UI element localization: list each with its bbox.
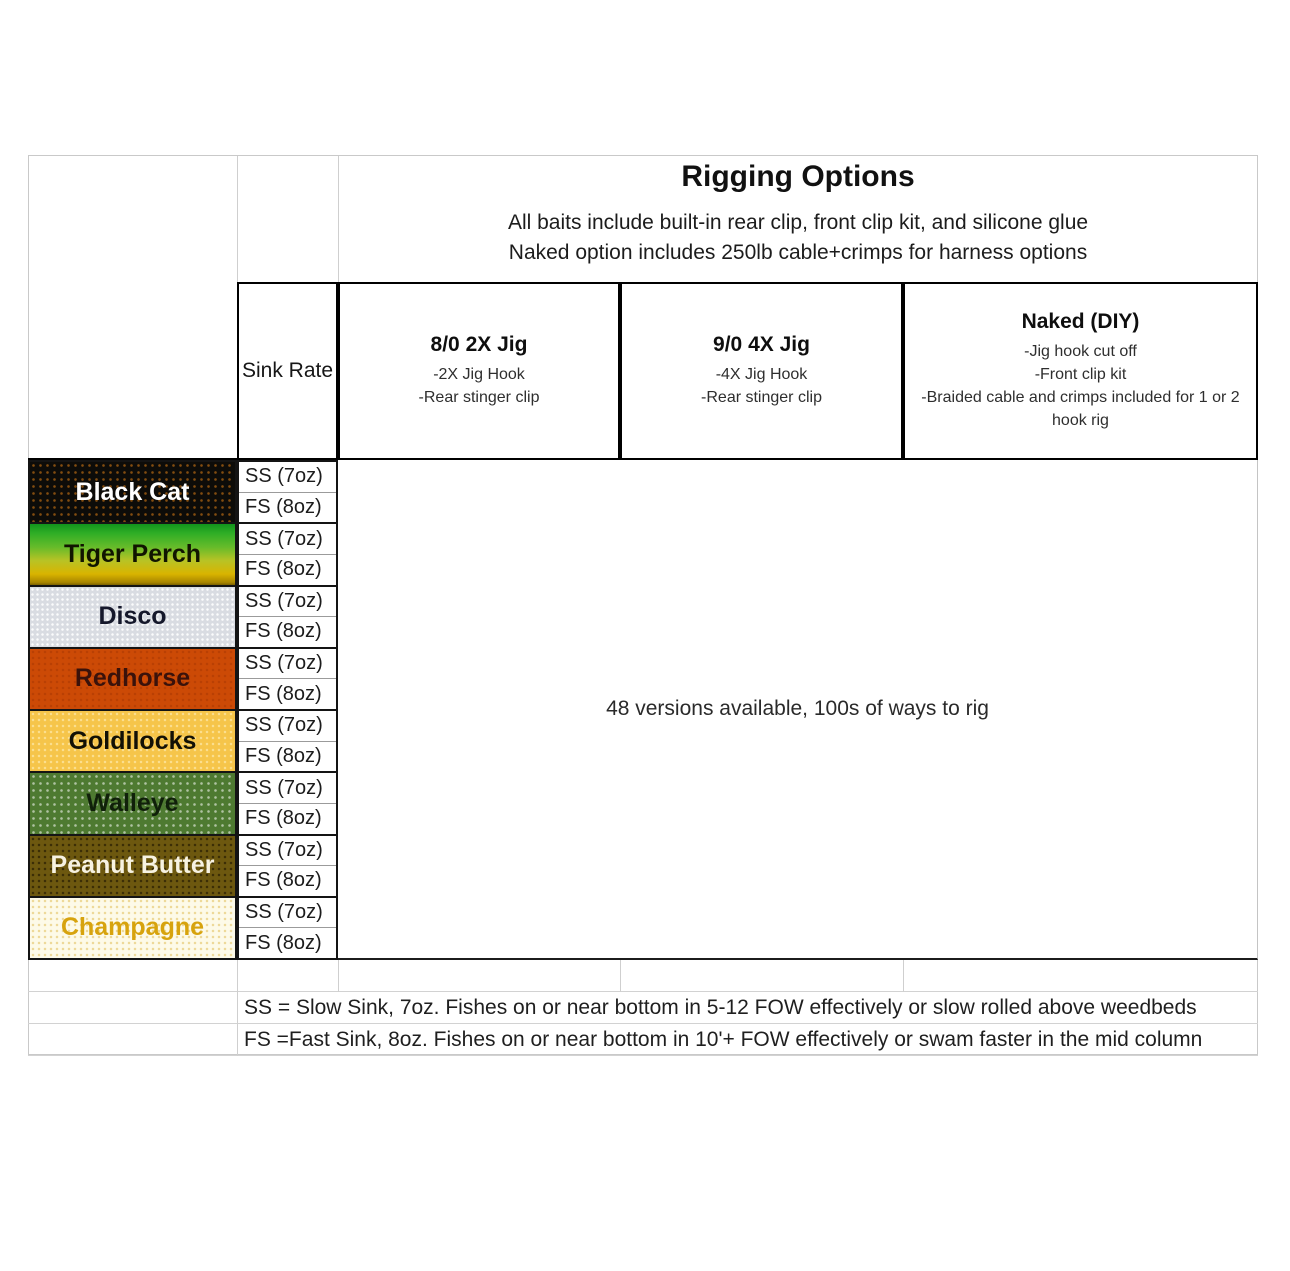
sink-rate-cell: FS (8oz) bbox=[239, 742, 336, 774]
column-detail: -Rear stinger clip bbox=[418, 389, 540, 406]
gridline bbox=[237, 156, 238, 282]
column-detail: -2X Jig Hook bbox=[433, 366, 525, 383]
bait-label: Redhorse bbox=[30, 649, 235, 711]
sink-rate-column bbox=[237, 460, 338, 960]
page-title: Rigging Options bbox=[681, 160, 915, 193]
sink-rate-label: Sink Rate bbox=[241, 359, 334, 382]
sink-rate-cell: FS (8oz) bbox=[245, 931, 322, 954]
gridline bbox=[903, 960, 904, 992]
gridline bbox=[620, 960, 621, 992]
bait-label: Walleye bbox=[30, 773, 235, 835]
bait-label: Peanut Butter bbox=[30, 836, 235, 898]
footnote-row-ss bbox=[28, 992, 1258, 1024]
sink-rate-cell: FS (8oz) bbox=[239, 679, 336, 711]
bait-label: Disco bbox=[30, 587, 235, 649]
sink-rate-cell: FS (8oz) bbox=[239, 493, 336, 525]
column-detail: -Rear stinger clip bbox=[701, 389, 822, 406]
versions-note: 48 versions available, 100s of ways to rig bbox=[606, 697, 989, 720]
header-subtitle-2: Naked option includes 250lb cable+crimps for harness options bbox=[508, 241, 1088, 264]
column-header-sink-rate bbox=[237, 282, 338, 460]
gridline bbox=[237, 960, 238, 992]
sink-rate-cell: FS (8oz) bbox=[239, 555, 336, 587]
bait-label-column bbox=[28, 460, 237, 960]
column-detail: -Front clip kit bbox=[1034, 366, 1127, 383]
bait-label: Champagne bbox=[30, 898, 235, 958]
sink-rate-cell: SS (7oz) bbox=[239, 711, 336, 742]
column-title: 9/0 4X Jig bbox=[713, 333, 810, 356]
footnote-ss: SS = Slow Sink, 7oz. Fishes on or near bottom in 5-12 FOW effectively or slow rolled above weedbeds bbox=[244, 995, 1197, 1019]
column-header-8-0-2x-jig bbox=[338, 282, 620, 460]
column-detail: -Braided cable and crimps included for 1 or 2 hook rig bbox=[921, 389, 1240, 429]
gridline bbox=[338, 960, 339, 992]
sink-rate-cell: SS (7oz) bbox=[239, 898, 336, 929]
spacer-row bbox=[28, 960, 1258, 992]
gridline bbox=[237, 992, 238, 1024]
column-header-naked-diy bbox=[903, 282, 1258, 460]
versions-note-cell bbox=[338, 460, 1258, 960]
footnote-row-fs bbox=[28, 1024, 1258, 1056]
sink-rate-cell: SS (7oz) bbox=[239, 649, 336, 680]
header-subtitle-1: All baits include built-in rear clip, front clip kit, and silicone glue bbox=[507, 211, 1089, 234]
bait-label: Black Cat bbox=[30, 462, 235, 524]
column-title: 8/0 2X Jig bbox=[430, 333, 528, 356]
sink-rate-cell: SS (7oz) bbox=[239, 836, 336, 867]
sink-rate-cell: SS (7oz) bbox=[239, 587, 336, 618]
sink-rate-cell: FS (8oz) bbox=[239, 804, 336, 836]
sink-rate-cell: SS (7oz) bbox=[239, 773, 336, 804]
column-title: Naked (DIY) bbox=[1021, 310, 1140, 333]
column-detail: -4X Jig Hook bbox=[715, 366, 808, 383]
bait-label: Tiger Perch bbox=[30, 524, 235, 586]
gridline bbox=[237, 1024, 238, 1056]
table-header bbox=[338, 160, 1258, 268]
column-detail: -Jig hook cut off bbox=[1024, 343, 1137, 360]
sink-rate-cell: FS (8oz) bbox=[239, 617, 336, 649]
column-header-9-0-4x-jig bbox=[620, 282, 903, 460]
sink-rate-cell: FS (8oz) bbox=[239, 866, 336, 898]
footnote-fs: FS =Fast Sink, 8oz. Fishes on or near bottom in 10'+ FOW effectively or swam faster in the mid column bbox=[244, 1027, 1203, 1051]
sink-rate-cell: SS (7oz) bbox=[239, 462, 336, 493]
sink-rate-cell: SS (7oz) bbox=[239, 524, 336, 555]
bait-label: Goldilocks bbox=[30, 711, 235, 773]
